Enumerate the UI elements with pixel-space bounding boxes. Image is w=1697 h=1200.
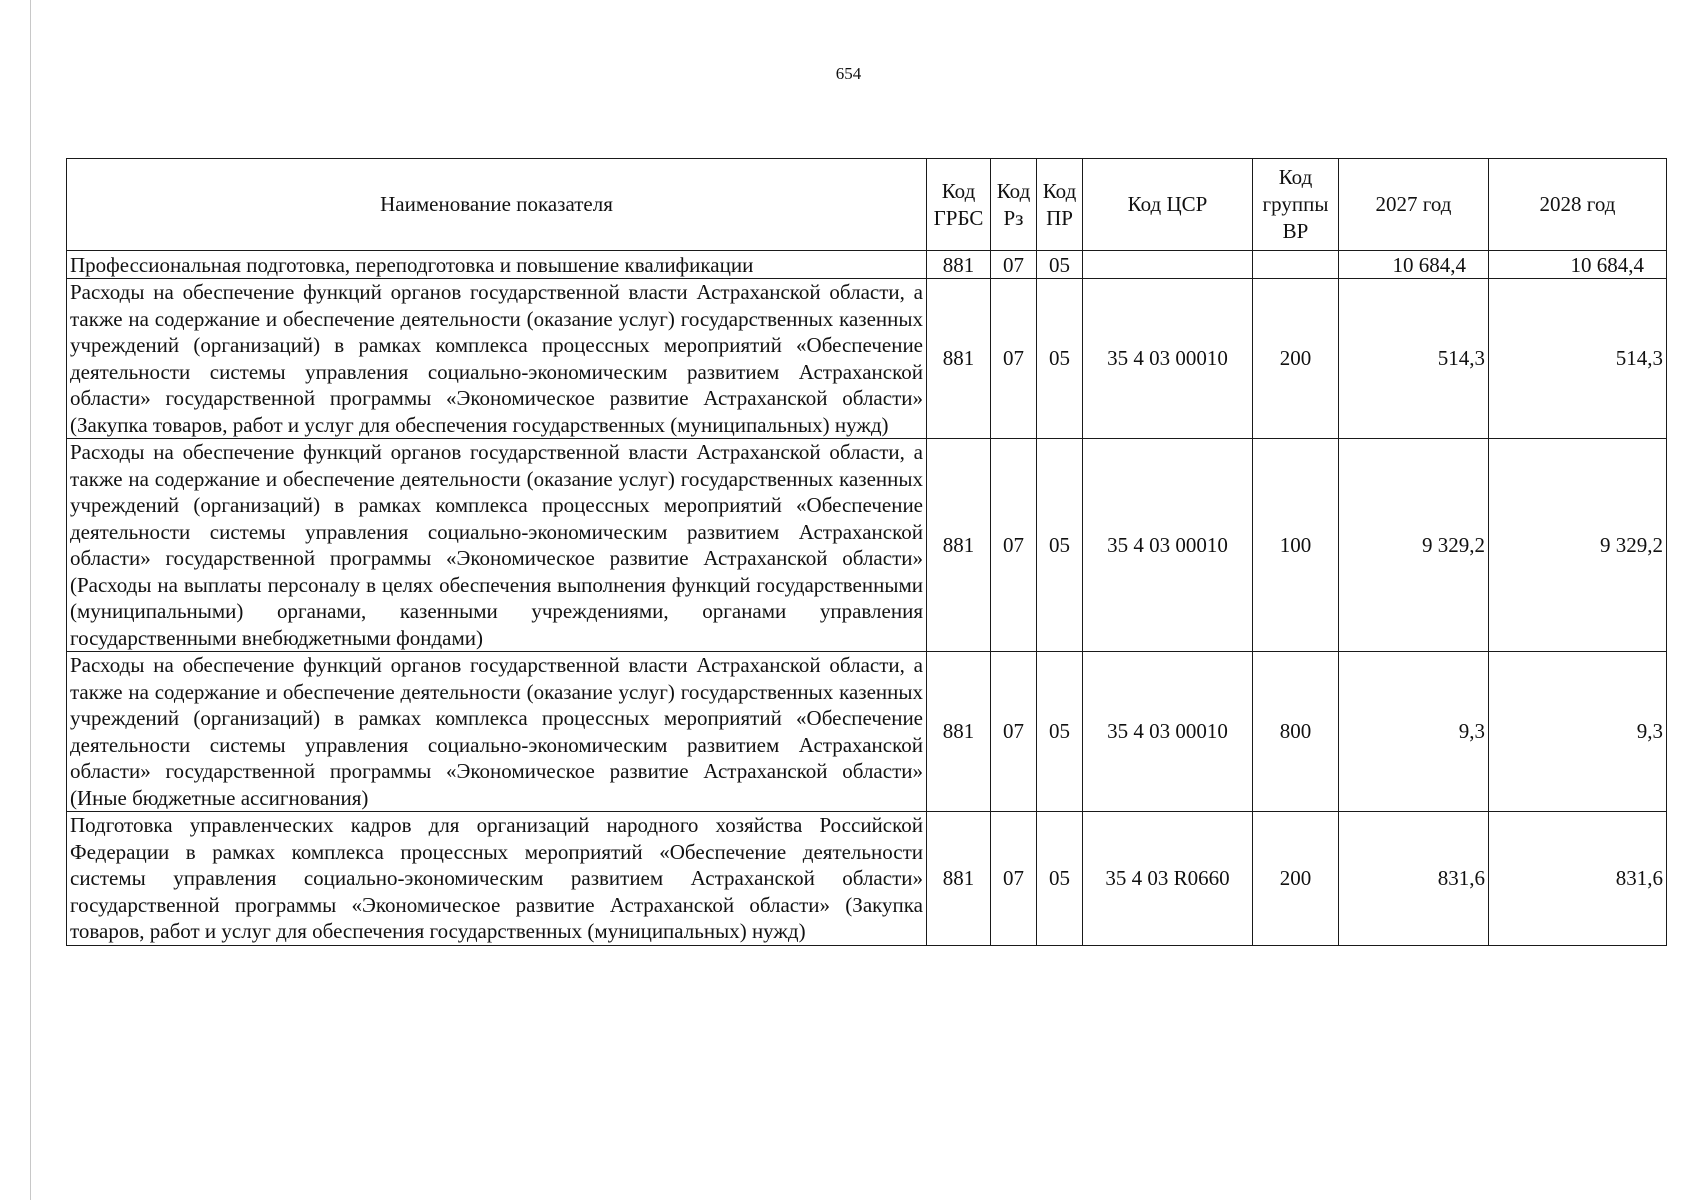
table-row — [67, 279, 1667, 439]
table-row — [67, 652, 1667, 812]
row-grbs: 881 — [927, 652, 991, 812]
row-2027: 831,6 — [1339, 812, 1489, 946]
page-number: 654 — [835, 64, 862, 83]
row-2028: 514,3 — [1489, 279, 1667, 439]
header-grbs: Код ГРБС — [927, 159, 991, 251]
row-vr: 800 — [1253, 652, 1339, 812]
row-pr: 05 — [1037, 251, 1083, 279]
row-grbs: 881 — [927, 812, 991, 946]
table-header-row — [67, 159, 1667, 251]
row-grbs: 881 — [927, 251, 991, 279]
row-rz: 07 — [991, 279, 1037, 439]
header-csr: Код ЦСР — [1083, 159, 1253, 251]
row-pr: 05 — [1037, 812, 1083, 946]
row-csr: 35 4 03 R0660 — [1083, 812, 1253, 946]
row-grbs: 881 — [927, 439, 991, 652]
scan-edge-line — [30, 0, 31, 1200]
row-rz: 07 — [991, 439, 1037, 652]
row-vr — [1253, 251, 1339, 279]
table-row — [67, 251, 1667, 279]
row-2028: 9 329,2 — [1489, 439, 1667, 652]
row-2028: 10 684,4 — [1489, 251, 1667, 279]
row-2027: 514,3 — [1339, 279, 1489, 439]
row-2028: 831,6 — [1489, 812, 1667, 946]
row-pr: 05 — [1037, 279, 1083, 439]
row-rz: 07 — [991, 652, 1037, 812]
row-vr: 100 — [1253, 439, 1339, 652]
row-name: Расходы на обеспечение функций органов государственной власти Астраханской области, а также на содержание и обеспечение деятельности (оказание услуг) государственных казенных учреждений (организаций) в рамках комплекса процессных мероприятий «Обеспечение деятельности системы управления социально-экономическим развитием Астраханской области» государственной программы «Экономическое развитие Астраханской области» (Иные бюджетные ассигнования) — [67, 652, 927, 812]
row-name: Расходы на обеспечение функций органов государственной власти Астраханской области, а также на содержание и обеспечение деятельности (оказание услуг) государственных казенных учреждений (организаций) в рамках комплекса процессных мероприятий «Обеспечение деятельности системы управления социально-экономическим развитием Астраханской области» государственной программы «Экономическое развитие Астраханской области» (Закупка товаров, работ и услуг для обеспечения государственных (муниципальных) нужд) — [67, 279, 927, 439]
row-2028: 9,3 — [1489, 652, 1667, 812]
header-name: Наименование показателя — [67, 159, 927, 251]
budget-table — [66, 158, 1667, 946]
row-grbs: 881 — [927, 279, 991, 439]
row-2027: 9,3 — [1339, 652, 1489, 812]
row-csr: 35 4 03 00010 — [1083, 652, 1253, 812]
header-vr: Код группы ВР — [1253, 159, 1339, 251]
row-2027: 9 329,2 — [1339, 439, 1489, 652]
row-pr: 05 — [1037, 652, 1083, 812]
header-rz: Код Рз — [991, 159, 1037, 251]
table-row — [67, 439, 1667, 652]
row-name: Профессиональная подготовка, переподготовка и повышение квалификации — [67, 251, 927, 279]
row-csr: 35 4 03 00010 — [1083, 439, 1253, 652]
table-row — [67, 812, 1667, 946]
header-pr: Код ПР — [1037, 159, 1083, 251]
row-rz: 07 — [991, 812, 1037, 946]
header-2027: 2027 год — [1339, 159, 1489, 251]
row-csr: 35 4 03 00010 — [1083, 279, 1253, 439]
header-2028: 2028 год — [1489, 159, 1667, 251]
row-rz: 07 — [991, 251, 1037, 279]
row-name: Подготовка управленческих кадров для организаций народного хозяйства Российской Федерации в рамках комплекса процессных мероприятий «Обеспечение деятельности системы управления социально-экономическим развитием Астраханской области» государственной программы «Экономическое развитие Астраханской области» (Закупка товаров, работ и услуг для обеспечения государственных (муниципальных) нужд) — [67, 812, 927, 946]
row-vr: 200 — [1253, 812, 1339, 946]
row-vr: 200 — [1253, 279, 1339, 439]
row-2027: 10 684,4 — [1339, 251, 1489, 279]
row-pr: 05 — [1037, 439, 1083, 652]
row-csr — [1083, 251, 1253, 279]
row-name: Расходы на обеспечение функций органов государственной власти Астраханской области, а также на содержание и обеспечение деятельности (оказание услуг) государственных казенных учреждений (организаций) в рамках комплекса процессных мероприятий «Обеспечение деятельности системы управления социально-экономическим развитием Астраханской области» государственной программы «Экономическое развитие Астраханской области» (Расходы на выплаты персоналу в целях обеспечения выполнения функций государственными (муниципальными) органами, казенными учреждениями, органами управления государственными внебюджетными фондами) — [67, 439, 927, 652]
